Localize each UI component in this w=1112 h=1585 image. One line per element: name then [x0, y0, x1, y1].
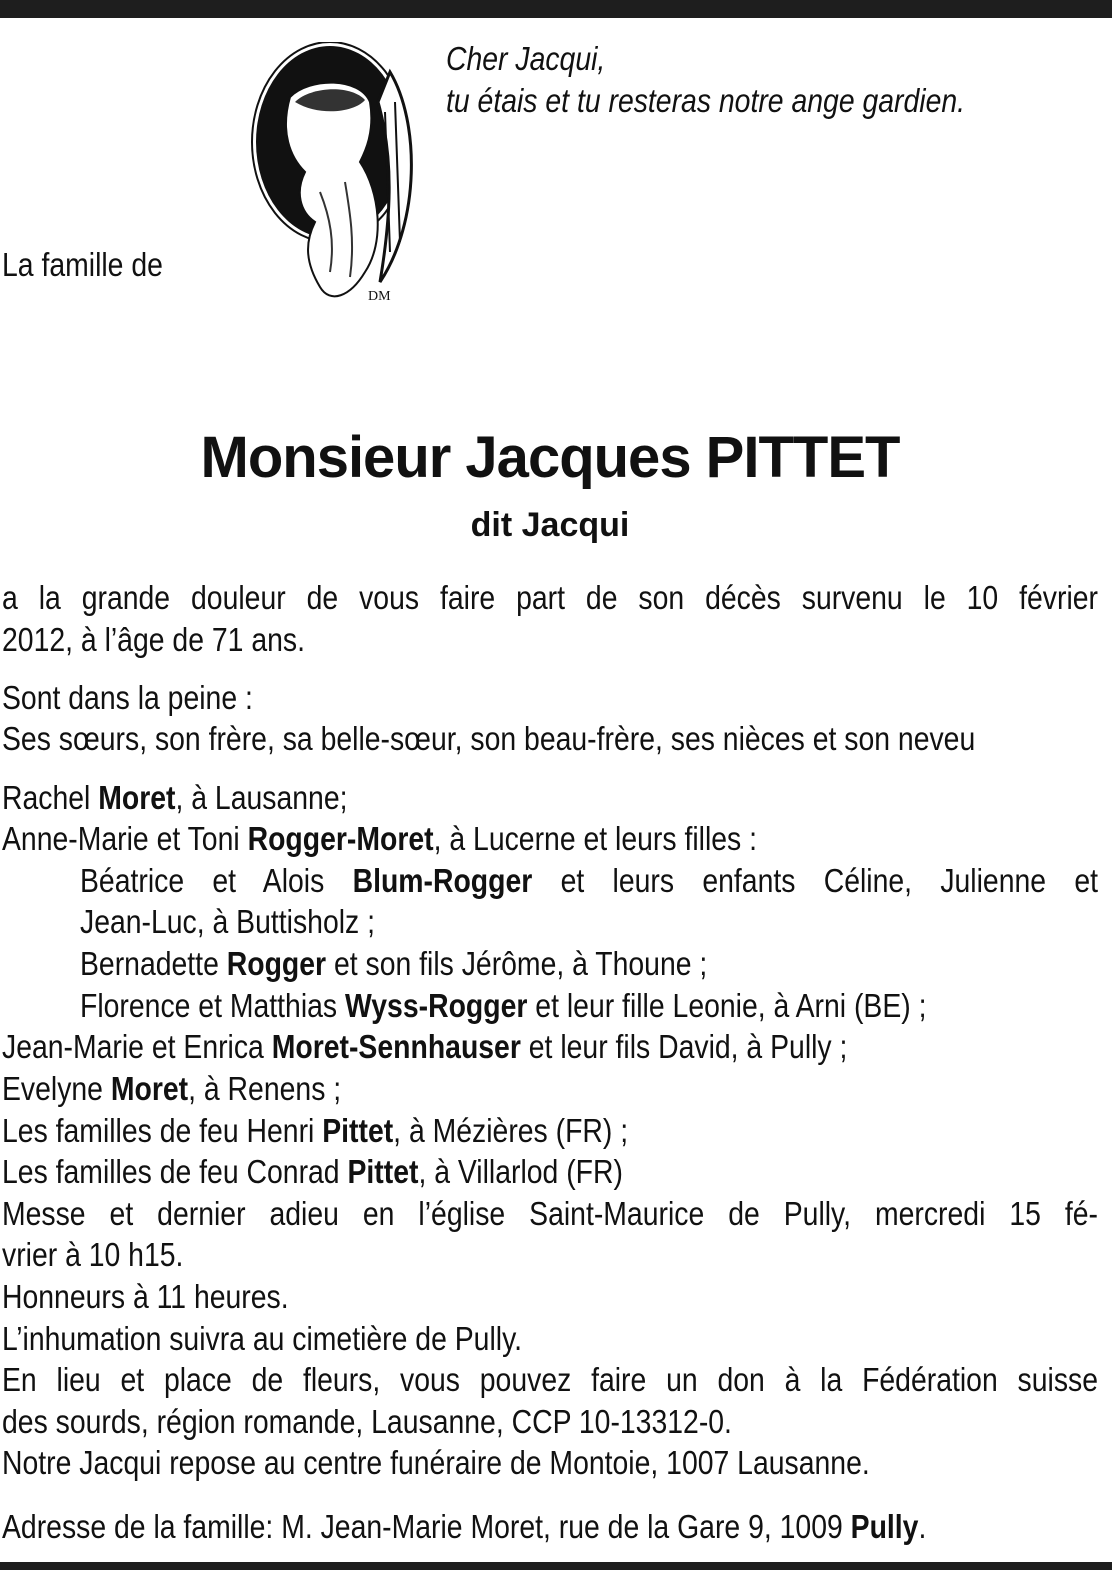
notice-line	[80, 986, 927, 1026]
surname: Moret	[110, 1070, 189, 1107]
line-text: Ses sœurs, son frère, sa belle-sœur, son beau-frère, ses nièces et son neveu	[2, 720, 976, 757]
surname: Rogger	[226, 945, 327, 982]
bottom-rule	[0, 1562, 1112, 1570]
illustration-signature: DM	[368, 289, 391, 304]
notice-line	[2, 1027, 847, 1067]
line-text: Béatrice et Alois	[80, 862, 353, 899]
notice-line	[2, 819, 757, 859]
line-text: Adresse de la famille: M. Jean-Marie Moret, rue de la Gare 9, 1009	[2, 1508, 851, 1545]
line-text: et leur fille Leonie, à Arni (BE) ;	[527, 987, 927, 1024]
notice-line	[2, 1152, 623, 1192]
line-text: , à Lucerne et leurs filles :	[433, 820, 757, 857]
opening-quote	[446, 38, 965, 122]
notice-line	[2, 778, 347, 818]
line-text: Jean-Luc, à Buttisholz ;	[80, 903, 376, 940]
line-text: Florence et Matthias	[80, 987, 346, 1024]
line-text: Les familles de feu Conrad	[2, 1153, 348, 1190]
surname: Moret	[98, 779, 176, 816]
notice-line	[2, 1069, 341, 1109]
line-text: vrier à 10 h15.	[2, 1236, 184, 1273]
line-text: Notre Jacqui repose au centre funéraire de Montoie, 1007 Lausanne.	[2, 1444, 870, 1481]
line-text: Anne-Marie et Toni	[2, 820, 248, 857]
line-text: , à Lausanne;	[175, 779, 348, 816]
notice-line	[80, 902, 375, 942]
top-rule	[0, 0, 1112, 18]
surname: Pittet	[322, 1112, 394, 1149]
line-text: Bernadette	[80, 945, 227, 982]
notice-line	[2, 1277, 289, 1317]
notice-line	[2, 1402, 732, 1442]
surname: Rogger-Moret	[247, 820, 434, 857]
notice-line	[2, 1235, 183, 1275]
notice-line	[2, 1319, 522, 1359]
notice-line	[2, 1443, 870, 1483]
notice-line	[2, 1507, 926, 1547]
line-text: , à Mézières (FR) ;	[393, 1112, 629, 1149]
notice-line	[2, 719, 975, 759]
line-text: Sont dans la peine :	[2, 679, 253, 716]
line-text: , à Renens ;	[188, 1070, 342, 1107]
surname: Wyss-Rogger	[345, 987, 528, 1024]
surname: Blum-Rogger	[352, 862, 533, 899]
deceased-nickname: dit Jacqui	[470, 506, 630, 544]
intro-text: La famille de	[2, 246, 163, 283]
line-text: Rachel	[2, 779, 99, 816]
surname: Moret-Sennhauser	[271, 1028, 521, 1065]
line-text: des sourds, région romande, Lausanne, CCP 10-13312-0.	[2, 1403, 732, 1440]
line-text: a la grande douleur de vous faire part de son décès survenu le 10 février	[2, 579, 1098, 616]
quote-line-1: Cher Jacqui,	[446, 40, 606, 77]
line-text: et leur fils David, à Pully ;	[520, 1028, 848, 1065]
quote-line-2: tu étais et tu resteras notre ange gardien.	[446, 82, 966, 119]
notice-line	[80, 861, 1098, 901]
line-text: L’inhumation suivra au cimetière de Pully.	[2, 1320, 523, 1357]
notice-line	[80, 944, 707, 984]
line-text: Honneurs à 11 heures.	[2, 1278, 289, 1315]
line-text: et son fils Jérôme, à Thoune ;	[326, 945, 708, 982]
line-text: et leurs enfants Céline, Julienne et	[532, 862, 1099, 899]
surname: Pittet	[347, 1153, 419, 1190]
line-text: 2012, à l’âge de 71 ans.	[2, 621, 305, 658]
line-text: Evelyne	[2, 1070, 111, 1107]
notice-line	[2, 678, 253, 718]
notice-line	[2, 620, 305, 660]
line-text: En lieu et place de fleurs, vous pouvez faire un don à la Fédération suisse	[2, 1361, 1098, 1398]
line-text: .	[918, 1508, 927, 1545]
line-text: , à Villarlod (FR)	[418, 1153, 623, 1190]
line-text: Jean-Marie et Enrica	[2, 1028, 272, 1065]
line-text: Messe et dernier adieu en l’église Saint-Maurice de Pully, mercredi 15 fé-	[2, 1195, 1098, 1232]
notice-line	[2, 1111, 628, 1151]
notice-line	[2, 578, 1098, 618]
surname: Pully	[850, 1508, 919, 1545]
line-text: Les familles de feu Henri	[2, 1112, 323, 1149]
notice-line	[2, 1360, 1098, 1400]
notice-line	[2, 1194, 1098, 1234]
deceased-name: Monsieur Jacques PITTET	[200, 425, 900, 490]
angel-illustration	[250, 42, 422, 307]
